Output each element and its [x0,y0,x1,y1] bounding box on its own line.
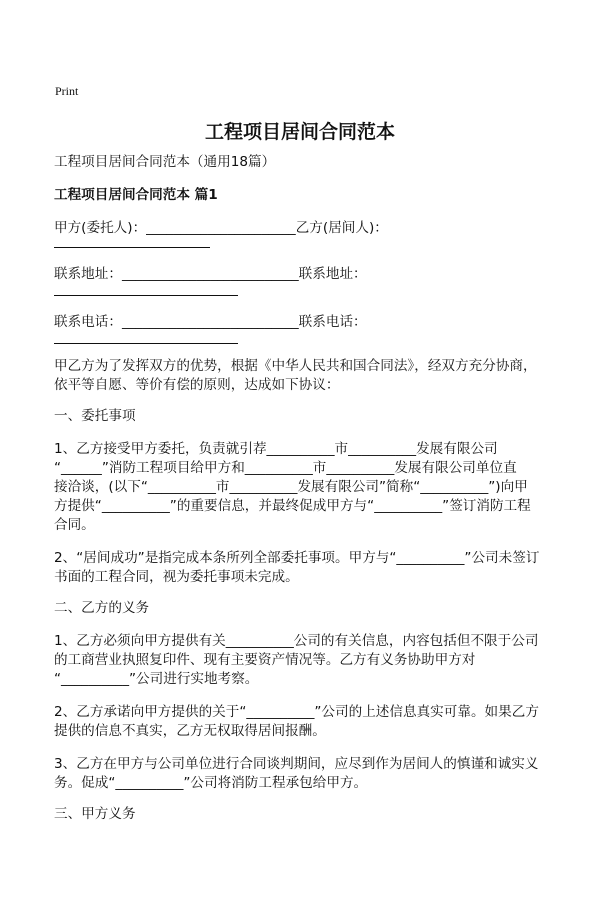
print-link[interactable]: Print [55,84,79,98]
clause-line: 1、乙方必须向甲方提供有关__________公司的有关信息，内容包括但不限于公司 [54,633,539,649]
address-line: 联系地址：__________________________联系地址： [54,266,367,282]
clause-line: 书面的工程合同，视为委托事项未完成。 [54,569,299,585]
blank-line [54,295,238,296]
clause-line: 1、乙方接受甲方委托，负责就引荐__________市__________发展有限公司 [54,441,498,457]
clause-line: 合同。 [54,517,95,533]
clause-line: 2、“居间成功”是指完成本条所列全部委托事项。甲方与“__________”公司未签订 [54,550,540,566]
clause-line: 务。促成“__________”公司将消防工程承包给甲方。 [54,775,368,791]
clause-line: “______”消防工程项目给甲方和__________市__________发展有限公司单位直 [54,460,517,476]
phone-line: 联系电话：__________________________联系电话： [54,314,367,330]
clause-line: 的工商营业执照复印件、现有主要资产情况等。乙方有义务协助甲方对 [54,652,476,668]
section-2-heading: 二、乙方的义务 [54,600,150,616]
clause-line: “__________”公司进行实地考察。 [54,671,259,687]
clause-line: 提供的信息不真实，乙方无权取得居间报酬。 [54,723,326,739]
section-3-heading: 三、甲方义务 [54,806,136,822]
blank-line [54,343,238,344]
clause-line: 2、乙方承诺向甲方提供的关于“__________”公司的上述信息真实可靠。如果乙方 [54,704,539,720]
section-heading: 工程项目居间合同范本 篇1 [54,187,218,203]
blank-line [54,247,210,248]
clause-line: 方提供“__________”的重要信息，并最终促成甲方与“__________”签订消防工程 [54,498,531,514]
intro-line: 甲乙方为了发挥双方的优势，根据《中华人民共和国合同法》，经双方充分协商， [54,358,537,374]
document-subtitle: 工程项目居间合同范本（通用18篇） [54,154,276,170]
clause-line: 3、乙方在甲方与公司单位进行合同谈判期间，应尽到作为居间人的慎谨和诚实义 [54,756,539,772]
document-title: 工程项目居间合同范本 [204,121,395,143]
section-1-heading: 一、委托事项 [54,408,136,424]
intro-line: 依平等自愿、等价有偿的原则，达成如下协议： [54,377,340,393]
clause-line: 接洽谈，(以下“__________市__________发展有限公司”简称“__________”)向甲 [54,479,528,495]
party-a-b-line: 甲方(委托人)：______________________乙方(居间人)： [54,220,388,236]
